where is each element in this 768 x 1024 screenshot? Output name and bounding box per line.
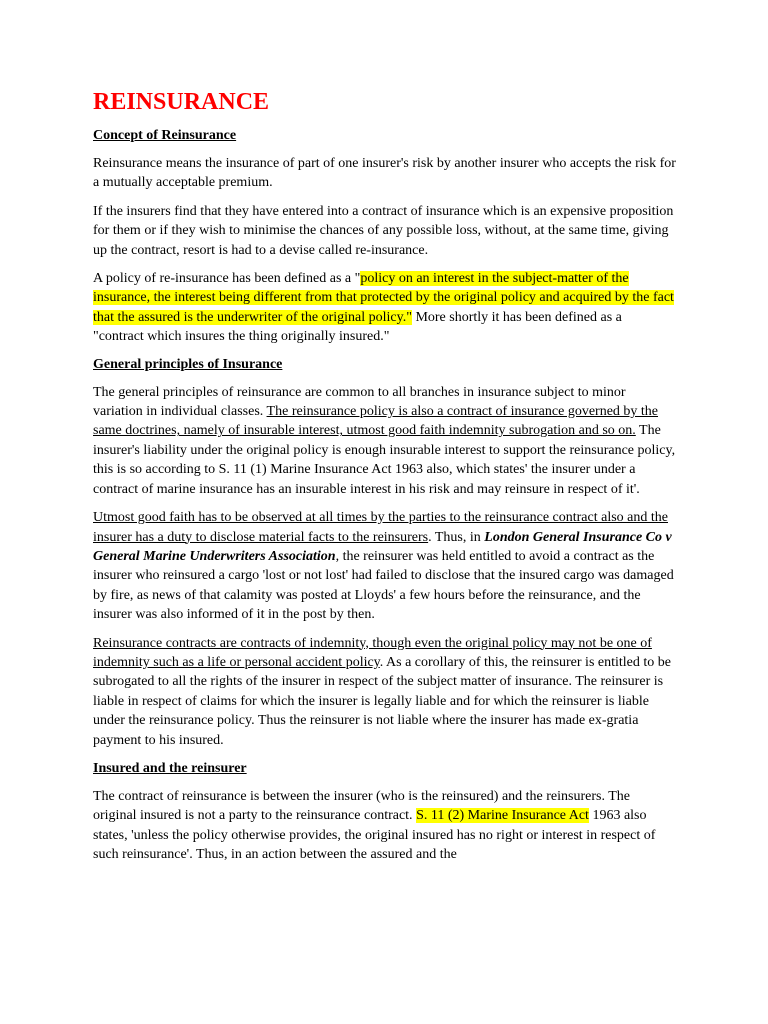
paragraph-general-principles [93, 383, 676, 499]
paragraph-policy-definition [93, 269, 676, 347]
heading-general-principles: General principles of Insurance [93, 356, 283, 372]
paragraph-text: Reinsurance means the insurance of part of one insurer's risk by another insurer who accepts the risk for a mutually acceptable premium. [93, 156, 676, 191]
paragraph-text: The contract of reinsurance is between the insurer (who is the reinsured) and the reinsurers. The original insured is not a party to the reinsurance contract. [93, 788, 630, 824]
heading-concept-of-reinsurance: Concept of Reinsurance [93, 128, 237, 143]
paragraph-insured-reinsurer [93, 787, 676, 865]
case-name: London General Insurance Co v General Marine Underwriters Association [93, 529, 672, 564]
underlined-text: Reinsurance contracts are contracts of indemnity, though even the original policy may not be one of indemnity such as a life or personal accident policy [93, 635, 652, 670]
underlined-text: Utmost good faith has to be observed at all times by the parties to the reinsurance contract also and the insurer has a duty to disclose material facts to the reinsurers [93, 510, 668, 545]
paragraph-text: , the reinsurer was held entitled to avoid a contract as the insurer who reinsured a cargo 'lost or not lost' had failed to disclose that the insured cargo was damaged by fire, as news of that calamity was posted at Lloyds' a few hours before the reinsurance, and the insurer was also informed of it in the post by then. [93, 548, 674, 623]
paragraph-text: The insurer's liability under the original policy is enough insurable interest to support the reinsurance policy, this is so according to S. 11 (1) Marine Insurance Act 1963 also, which states' the insurer under a contract of marine insurance has an insurable interest in his risk and may reinsure in respect of it'. [93, 423, 676, 497]
paragraph-text: A policy of re-insurance has been defined as a " [93, 271, 361, 287]
document-title: REINSURANCE [93, 89, 270, 115]
paragraph-text: The general principles of reinsurance are common to all branches in insurance subject to minor variation in individual classes. [93, 384, 626, 420]
paragraph-text: More shortly it has been defined as a "contract which insures the thing originally insured." [93, 309, 622, 345]
highlighted-statute: S. 11 (2) Marine Insurance Act [416, 808, 589, 824]
paragraph-indemnity [93, 634, 676, 750]
highlighted-quote: policy on an interest in the subject-matter of the insurance, the interest being different from that protected by the original policy and acquired by the fact that the assured is the underwriter of the original policy." [93, 271, 674, 325]
heading-insured-and-reinsurer: Insured and the reinsurer [93, 760, 247, 776]
underlined-text: The reinsurance policy is also a contract of insurance governed by the same doctrines, namely of insurable interest, utmost good faith indemnity subrogation and so on. [93, 404, 659, 439]
paragraph-reinsurance-definition [93, 154, 676, 193]
paragraph-utmost-good-faith [93, 508, 676, 624]
paragraph-text: 1963 also states, 'unless the policy otherwise provides, the original insured has no right or interest in respect of such reinsurance'. Thus, in an action between the assured and the [93, 808, 656, 863]
paragraph-expensive-proposition [93, 202, 676, 260]
paragraph-text: If the insurers find that they have entered into a contract of insurance which is an expensive proposition for them or if they wish to minimise the chances of any possible loss, without, at the same time, giving up the contract, resort is had to a devise called re-insurance. [93, 203, 674, 258]
document-page [93, 88, 676, 874]
paragraph-text: . Thus, in [428, 529, 485, 545]
paragraph-text: . As a corollary of this, the reinsurer is entitled to be subrogated to all the rights of the insurer in respect of the subject matter of insurance. The reinsurer is liable in respect of claims for which the insurer is legally liable and for which the reinsurer is liable under the reinsurance policy. Thus the reinsurer is not liable where the insurer has made ex-gratia payment to his insured. [93, 654, 671, 748]
